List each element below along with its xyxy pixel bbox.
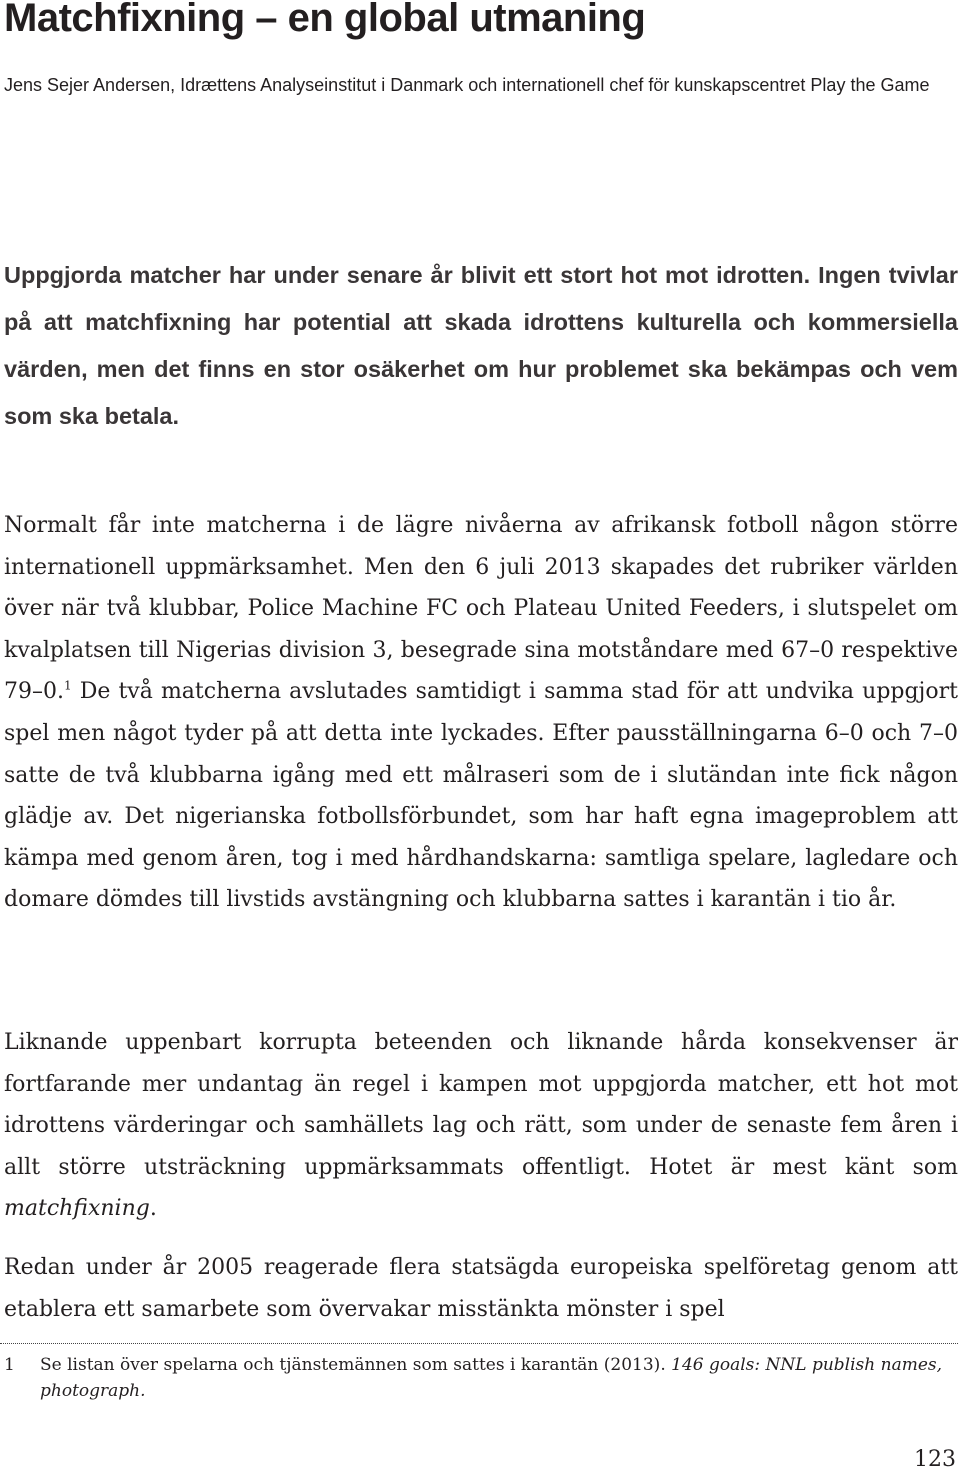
paragraph-1-text-b: De två matcherna avslutades samtidigt i samma stad för att undvika uppgjort spel men något tyder på att detta inte lyckades. Efter pausställningarna 6–0 och 7–0 satte de två klubbarna igång med ett målraseri som de i slutändan inte fick någon glädje av. Det nigerianska fotbollsförbundet, som har haft egna imageproblem att kämpa med genom åren, tog i med hårdhandskarna: samtliga spelare, lagledare och domare dömdes till livstids avstängning och klubbarna sattes i karantän i tio år. [4, 679, 958, 913]
article-title: Matchfixning – en global utmaning [4, 0, 646, 40]
footnote-source-title: 146 goals: NNL publish names, photograph. [40, 1355, 943, 1401]
lead-paragraph: Uppgjorda matcher har under senare år blivit ett stort hot mot idrotten. Ingen tvivlar på att matchfixning har potential att skada idrottens kulturella och kommersiella värden, men det finns en stor osäkerhet om hur problemet ska bekämpas och vem som ska betala. [4, 262, 958, 429]
body-paragraph-3: Redan under år 2005 reagerade flera statsägda europeiska spelföretag genom att etablera ett samarbete som övervakar misstänkta mönster i spel [4, 1255, 958, 1322]
paragraph-2-text-b: . [149, 1196, 157, 1222]
page-number: 123 [914, 1447, 956, 1472]
footnote-divider [0, 1343, 958, 1344]
body-paragraph-2 [4, 1022, 958, 1230]
footnote-reference[interactable]: 1 [63, 679, 72, 694]
paragraph-2-text-a: Liknande uppenbart korrupta beteenden och liknande hårda konsekvenser är fortfarande mer undantag än regel i kampen mot uppgjorda matcher, ett hot mot idrottens värderingar och samhällets lag och rätt, som under de senaste fem åren i allt större utsträckning uppmärksammats offentligt. Hotet är mest känt som [4, 1030, 958, 1180]
footnote-text-plain: Se listan över spelarna och tjänstemännen som sattes i karantän (2013). [40, 1355, 672, 1375]
paragraph-1-text-a: Normalt får inte matcherna i de lägre nivåerna av afrikansk fotboll någon större internationell uppmärksamhet. Men den 6 juli 2013 skapades det rubriker världen över när två klubbar, Police Machine FC och Plateau United Feeders, i slutspelet om kvalplatsen till Nigerias division 3, besegrade sina motståndare med 67–0 respektive 79–0. [4, 513, 958, 705]
author-line: Jens Sejer Andersen, Idrættens Analyseinstitut i Danmark och internationell chef för kunskapscentret Play the Game [4, 75, 930, 95]
footnote-text [40, 1352, 958, 1404]
footnote-number: 1 [4, 1355, 15, 1375]
body-paragraph-1 [4, 505, 958, 921]
emphasis-term: matchfixning [4, 1196, 150, 1222]
